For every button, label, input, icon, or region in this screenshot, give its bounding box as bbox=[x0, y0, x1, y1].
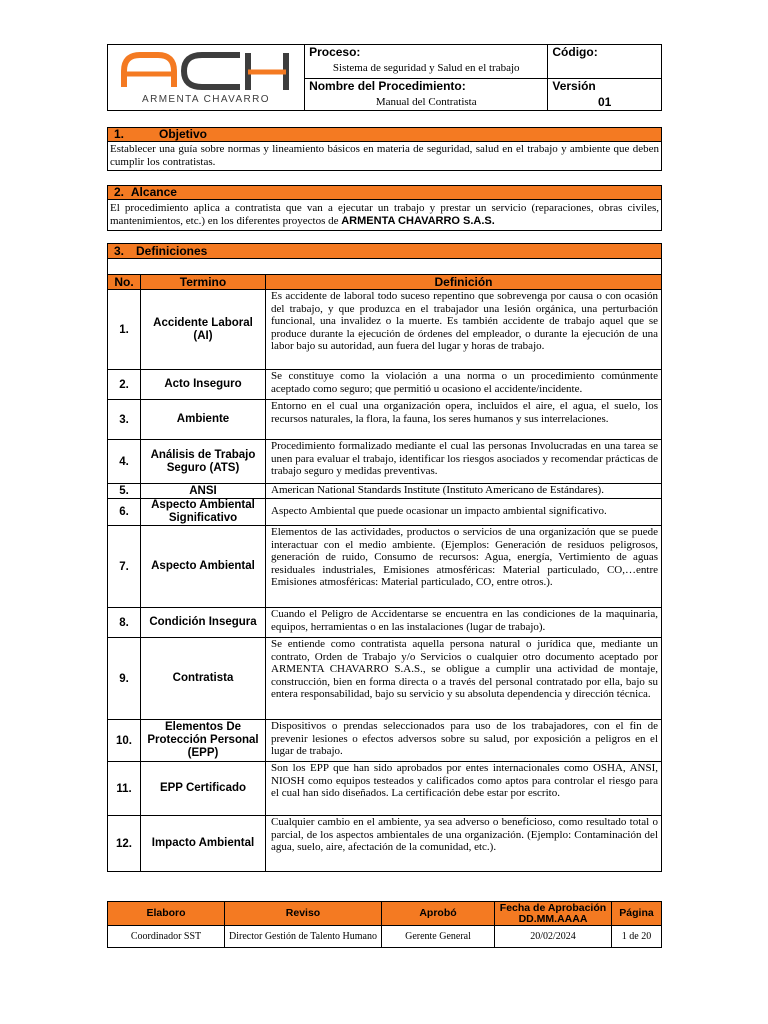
row-number: 6. bbox=[108, 499, 141, 526]
row-definition: Es accidente de laboral todo suceso repentino que sobrevenga por causa o con ocasión del trabajo, y que produzca en el trabajador una lesión orgánica, una perturbación funcional, una invalidez o la muerte. Es también accidente de trabajo aquel que se produce durante la ejecución de órdenes del empleador, o durante la ejecución de una labor bajo su autoridad, aun fuera del lugar y horas de trabajo. bbox=[266, 290, 662, 370]
table-row bbox=[108, 440, 662, 484]
row-term: Aspecto Ambiental bbox=[141, 526, 266, 608]
row-term: Impacto Ambiental bbox=[141, 816, 266, 872]
row-definition: Se entiende como contratista aquella persona natural o jurídica que, mediante un contrato, Orden de Trabajo y/o Servicios o cualquier otro documento aceptado por ARMENTA CHAVARRO S.A.S., se obligue a cumplir una actividad de montaje, construcción, bien en forma directa o a través del personal contratado por ella, bajo su entera responsabilidad, bajo su servicio y su absoluta dependencia y dirección técnica. bbox=[266, 638, 662, 720]
procedimiento-value: Manual del Contratista bbox=[375, 96, 477, 108]
section-title: Alcance bbox=[130, 185, 177, 199]
row-term: Acto Inseguro bbox=[141, 370, 266, 400]
logo-subtitle: ARMENTA CHAVARRO bbox=[142, 94, 271, 105]
definitions-table bbox=[107, 243, 662, 872]
row-definition: Dispositivos o prendas seleccionados para uso de los trabajadores, con el fin de prevenir lesiones o efectos adversos sobre su salud, por exposición a peligros en el lugar de trabajo. bbox=[266, 720, 662, 762]
row-definition: Aspecto Ambiental que puede ocasionar un impacto ambiental significativo. bbox=[266, 499, 662, 526]
procedimiento-label: Nombre del Procedimiento: bbox=[309, 79, 466, 93]
section-title: Objetivo bbox=[159, 127, 208, 141]
proceso-value: Sistema de seguridad y Salud en el trabajo bbox=[332, 62, 520, 74]
row-term: Elementos De Protección Personal (EPP) bbox=[141, 720, 266, 762]
row-term: EPP Certificado bbox=[141, 762, 266, 816]
footer-elaboro: Coordinador SST bbox=[108, 926, 225, 948]
footer-header-fecha: Fecha de Aprobación DD.MM.AAAA bbox=[495, 902, 612, 926]
row-number: 10. bbox=[108, 720, 141, 762]
column-header-definicion: Definición bbox=[266, 275, 662, 290]
row-term: Contratista bbox=[141, 638, 266, 720]
section-number: 2. bbox=[114, 185, 125, 199]
row-definition: Son los EPP que han sido aprobados por entes internacionales como OSHA, ANSI, NIOSH como equipos testeados y calificados como aptos para controlar el riesgo para el cual han sido diseñados. La certificación debe estar por escrito. bbox=[266, 762, 662, 816]
ach-logo-icon bbox=[120, 45, 292, 105]
proceso-label: Proceso: bbox=[309, 45, 361, 59]
footer-header-pagina: Página bbox=[612, 902, 662, 926]
section-number: 1. bbox=[114, 127, 125, 141]
codigo-label: Código: bbox=[552, 45, 598, 59]
row-definition: Entorno en el cual una organización opera, incluidos el aire, el agua, el suelo, los recursos naturales, la flora, la fauna, los seres humanos y sus interrelaciones. bbox=[266, 400, 662, 440]
version-value: 01 bbox=[598, 95, 612, 109]
row-term: Análisis de Trabajo Seguro (ATS) bbox=[141, 440, 266, 484]
table-row bbox=[108, 638, 662, 720]
row-number: 2. bbox=[108, 370, 141, 400]
row-number: 5. bbox=[108, 484, 141, 499]
document-header bbox=[107, 44, 662, 111]
footer-fecha: 20/02/2024 bbox=[495, 926, 612, 948]
row-term: Condición Insegura bbox=[141, 608, 266, 638]
footer-header-reviso: Reviso bbox=[225, 902, 382, 926]
row-term: Accidente Laboral (AI) bbox=[141, 290, 266, 370]
company-logo bbox=[108, 45, 305, 111]
footer-header-elaboro: Elaboro bbox=[108, 902, 225, 926]
table-row bbox=[108, 499, 662, 526]
row-definition: Se constituye como la violación a una norma o un procedimiento comúnmente aceptado como seguro; que permitió u ocasiono el accidente/incidente. bbox=[266, 370, 662, 400]
row-number: 3. bbox=[108, 400, 141, 440]
row-term: ANSI bbox=[141, 484, 266, 499]
row-number: 4. bbox=[108, 440, 141, 484]
column-header-termino: Termino bbox=[141, 275, 266, 290]
section-body: Establecer una guía sobre normas y lineamiento básicos en materia de seguridad, salud en el trabajo y ambiente que deben cumplir los contratistas. bbox=[108, 142, 662, 171]
footer-header-aprobo: Aprobó bbox=[382, 902, 495, 926]
row-number: 7. bbox=[108, 526, 141, 608]
section-objetivo bbox=[107, 127, 662, 171]
table-row bbox=[108, 400, 662, 440]
row-definition: Procedimiento formalizado mediante el cual las personas Involucradas en una tarea se unen para evaluar el trabajo, identificar los riesgos asociados y recomendar prácticas de trabajo seguro y medidas preventivas. bbox=[266, 440, 662, 484]
table-row bbox=[108, 720, 662, 762]
table-row bbox=[108, 484, 662, 499]
approval-footer bbox=[107, 901, 662, 948]
footer-pagina: 1 de 20 bbox=[612, 926, 662, 948]
table-row bbox=[108, 370, 662, 400]
row-definition: American National Standards Institute (Instituto Americano de Estándares). bbox=[266, 484, 662, 499]
version-label: Versión bbox=[552, 79, 596, 93]
table-row bbox=[108, 290, 662, 370]
row-number: 1. bbox=[108, 290, 141, 370]
table-row bbox=[108, 526, 662, 608]
row-number: 9. bbox=[108, 638, 141, 720]
company-name: ARMENTA CHAVARRO S.A.S. bbox=[341, 215, 495, 227]
row-definition: Elementos de las actividades, productos o servicios de una organización que se puede interactuar con el medio ambiente. (Ejemplos: Generación de residuos peligrosos, generación de ruido, Consumo de recursos: Agua, energía, Vertimiento de aguas residuales industriales, Emisiones atmosféricas: Material particulado, CO,…entre Emisiones atmosféricas: Material particulado, CO, entre otros.). bbox=[266, 526, 662, 608]
row-number: 12. bbox=[108, 816, 141, 872]
table-row bbox=[108, 762, 662, 816]
table-row bbox=[108, 608, 662, 638]
section-number: 3. bbox=[114, 244, 125, 258]
table-row bbox=[108, 816, 662, 872]
column-header-no: No. bbox=[108, 275, 141, 290]
row-number: 8. bbox=[108, 608, 141, 638]
footer-reviso: Director Gestión de Talento Humano bbox=[225, 926, 382, 948]
row-number: 11. bbox=[108, 762, 141, 816]
row-definition: Cuando el Peligro de Accidentarse se encuentra en las condiciones de la maquinaria, equipos, herramientas o en las instalaciones (lugar de trabajo). bbox=[266, 608, 662, 638]
row-term: Aspecto Ambiental Significativo bbox=[141, 499, 266, 526]
row-definition: Cualquier cambio en el ambiente, ya sea adverso o beneficioso, como resultado total o parcial, de los aspectos ambientales de una organización. (Ejemplo: Contaminación del agua, suelo, aire, afectación de la comunidad, etc.). bbox=[266, 816, 662, 872]
section-body: El procedimiento aplica a contratista que van a ejecutar un trabajo y prestar un servicio (reparaciones, obras civiles, mantenimientos, etc.) en los diferentes proyectos de bbox=[110, 202, 659, 227]
section-title: Definiciones bbox=[136, 244, 208, 258]
row-term: Ambiente bbox=[141, 400, 266, 440]
footer-aprobo: Gerente General bbox=[382, 926, 495, 948]
section-alcance bbox=[107, 185, 662, 231]
